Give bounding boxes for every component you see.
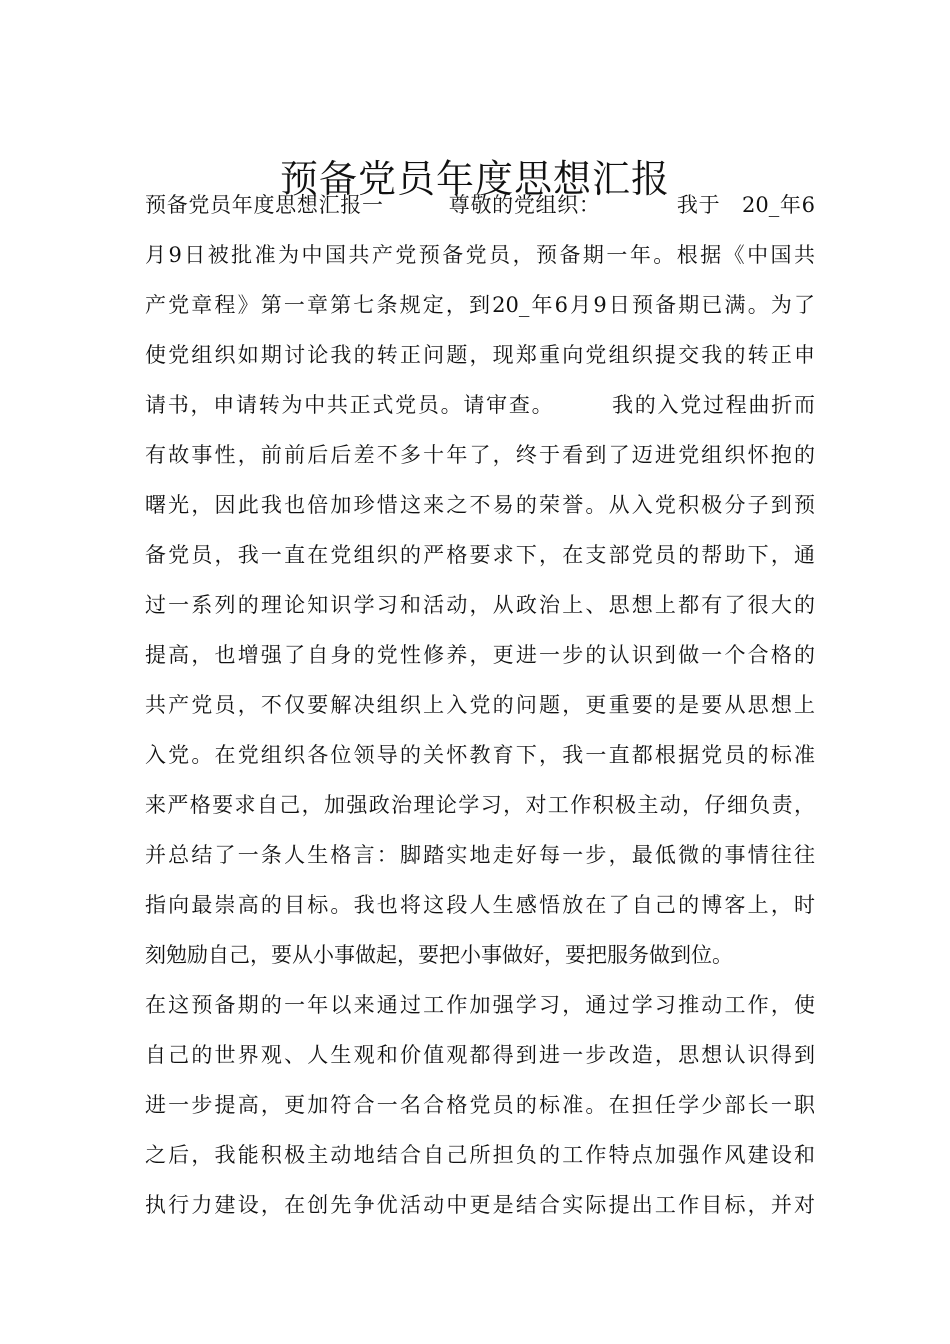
body-line: 预备党员年度思想汇报一 尊敬的党组织： 我于 20_年6 bbox=[145, 193, 815, 217]
body-line: 过一系列的理论知识学习和活动，从政治上、思想上都有了很大的 bbox=[145, 593, 815, 617]
body-line: 共产党员，不仅要解决组织上入党的问题，更重要的是要从思想上 bbox=[145, 693, 815, 717]
document-title: 预备党员年度思想汇报 bbox=[279, 157, 670, 202]
body-line: 来严格要求自己，加强政治理论学习，对工作积极主动，仔细负责， bbox=[145, 793, 815, 817]
body-line: 备党员，我一直在党组织的严格要求下，在支部党员的帮助下，通 bbox=[145, 543, 815, 567]
body-line: 产党章程》第一章第七条规定，到20_年6月9日预备期已满。为了 bbox=[145, 293, 815, 317]
body-line: 自己的世界观、人生观和价值观都得到进一步改造，思想认识得到 bbox=[145, 1043, 815, 1067]
body-line: 提高，也增强了自身的党性修养，更进一步的认识到做一个合格的 bbox=[145, 643, 815, 667]
body-line: 在这预备期的一年以来通过工作加强学习，通过学习推动工作，使 bbox=[145, 993, 815, 1017]
body-line: 指向最崇高的目标。我也将这段人生感悟放在了自己的博客上，时 bbox=[145, 893, 815, 917]
body-line: 进一步提高，更加符合一名合格党员的标准。在担任学少部长一职 bbox=[145, 1093, 815, 1117]
body-line: 并总结了一条人生格言：脚踏实地走好每一步，最低微的事情往往 bbox=[145, 843, 815, 867]
body-line: 之后，我能积极主动地结合自己所担负的工作特点加强作风建设和 bbox=[145, 1143, 815, 1167]
body-line: 使党组织如期讨论我的转正问题，现郑重向党组织提交我的转正申 bbox=[145, 343, 815, 367]
document-body bbox=[145, 180, 815, 1230]
body-line: 刻勉励自己，要从小事做起，要把小事做好，要把服务做到位。 bbox=[145, 943, 733, 967]
body-line: 月9日被批准为中国共产党预备党员，预备期一年。根据《中国共 bbox=[145, 243, 815, 267]
body-line: 曙光，因此我也倍加珍惜这来之不易的荣誉。从入党积极分子到预 bbox=[145, 493, 815, 517]
body-line: 执行力建设，在创先争优活动中更是结合实际提出工作目标，并对 bbox=[145, 1193, 815, 1217]
body-line: 有故事性，前前后后差不多十年了，终于看到了迈进党组织怀抱的 bbox=[145, 443, 815, 467]
body-line: 请书，申请转为中共正式党员。请审查。 我的入党过程曲折而 bbox=[145, 393, 815, 417]
body-line: 入党。在党组织各位领导的关怀教育下，我一直都根据党员的标准 bbox=[145, 743, 815, 767]
